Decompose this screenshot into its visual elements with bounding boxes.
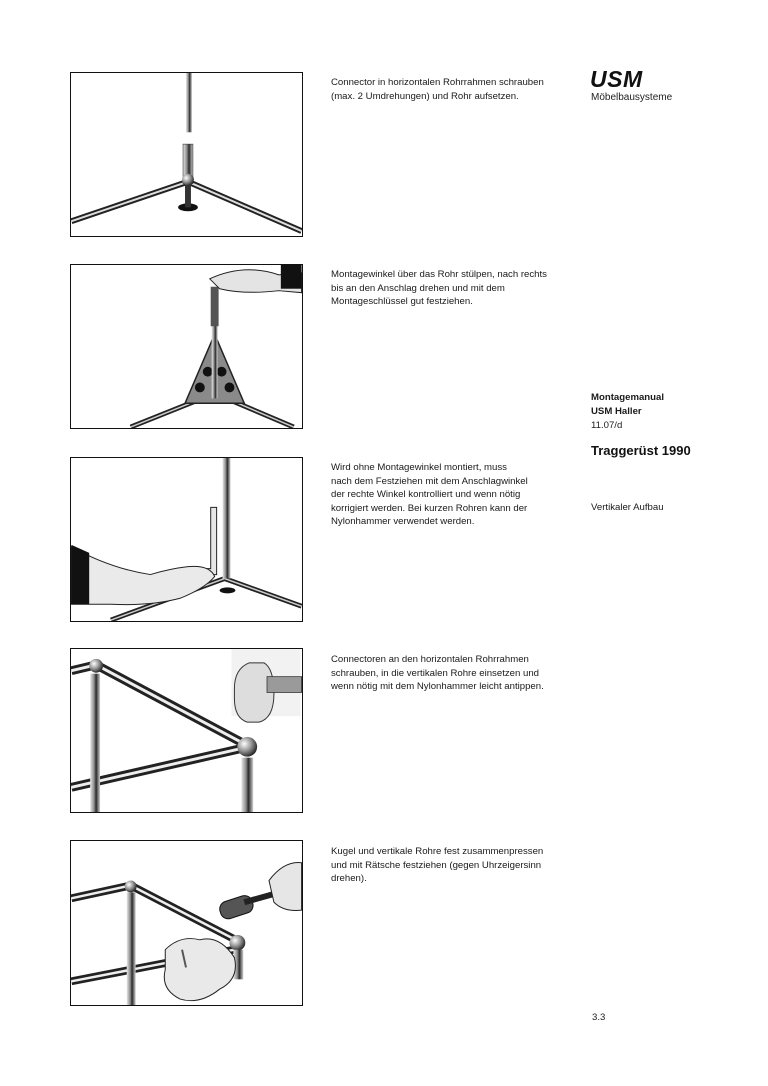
step-5-caption bbox=[331, 845, 571, 886]
section-name: Vertikaler Aufbau bbox=[591, 502, 664, 513]
caption-line: drehen). bbox=[331, 873, 367, 885]
caption-line: bis an den Anschlag drehen und mit dem bbox=[331, 282, 505, 294]
caption-line: wenn nötig mit dem Nylonhammer leicht antippen. bbox=[331, 681, 544, 693]
logo-subtitle: Möbelbausysteme bbox=[591, 92, 673, 103]
manual-label: Montagemanual bbox=[591, 392, 665, 403]
page-number: 3.3 bbox=[592, 1012, 606, 1023]
caption-line: korrigiert werden. Bei kurzen Rohren kann der bbox=[331, 502, 528, 514]
caption-line: und mit Rätsche festziehen (gegen Uhrzeigersinn bbox=[331, 859, 542, 871]
caption-line: Wird ohne Montagewinkel montiert, muss bbox=[331, 462, 507, 473]
caption-line: (max. 2 Umdrehungen) und Rohr aufsetzen. bbox=[331, 90, 519, 102]
step-3-illustration bbox=[70, 457, 303, 622]
step-2-illustration bbox=[70, 264, 303, 429]
step-2-caption bbox=[331, 268, 571, 309]
caption-line: Montageschlüssel gut festziehen. bbox=[331, 296, 473, 308]
caption-line: der rechte Winkel kontrolliert und wenn nötig bbox=[331, 489, 521, 501]
version-code: 11.07/d bbox=[591, 420, 623, 431]
caption-line: nach dem Festziehen mit dem Anschlagwinkel bbox=[331, 475, 528, 487]
caption-line: Connectoren an den horizontalen Rohrrahmen bbox=[331, 654, 529, 665]
product-name: USM Haller bbox=[591, 406, 642, 417]
document-title: Traggerüst 1990 bbox=[591, 443, 691, 458]
step-5-illustration bbox=[70, 840, 303, 1006]
step-1-illustration bbox=[70, 72, 303, 237]
caption-line: Kugel und vertikale Rohre fest zusammenpressen bbox=[331, 846, 544, 857]
step-4-illustration bbox=[70, 648, 303, 813]
step-3-caption bbox=[331, 461, 571, 529]
step-4-caption bbox=[331, 653, 571, 694]
caption-line: Connector in horizontalen Rohrrahmen schrauben bbox=[331, 77, 544, 88]
caption-line: Nylonhammer verwendet werden. bbox=[331, 516, 475, 528]
caption-line: schrauben, in die vertikalen Rohre einsetzen und bbox=[331, 667, 539, 679]
step-1-caption bbox=[331, 76, 571, 103]
usm-logo: USM bbox=[590, 66, 643, 92]
caption-line: Montagewinkel über das Rohr stülpen, nach rechts bbox=[331, 269, 547, 280]
